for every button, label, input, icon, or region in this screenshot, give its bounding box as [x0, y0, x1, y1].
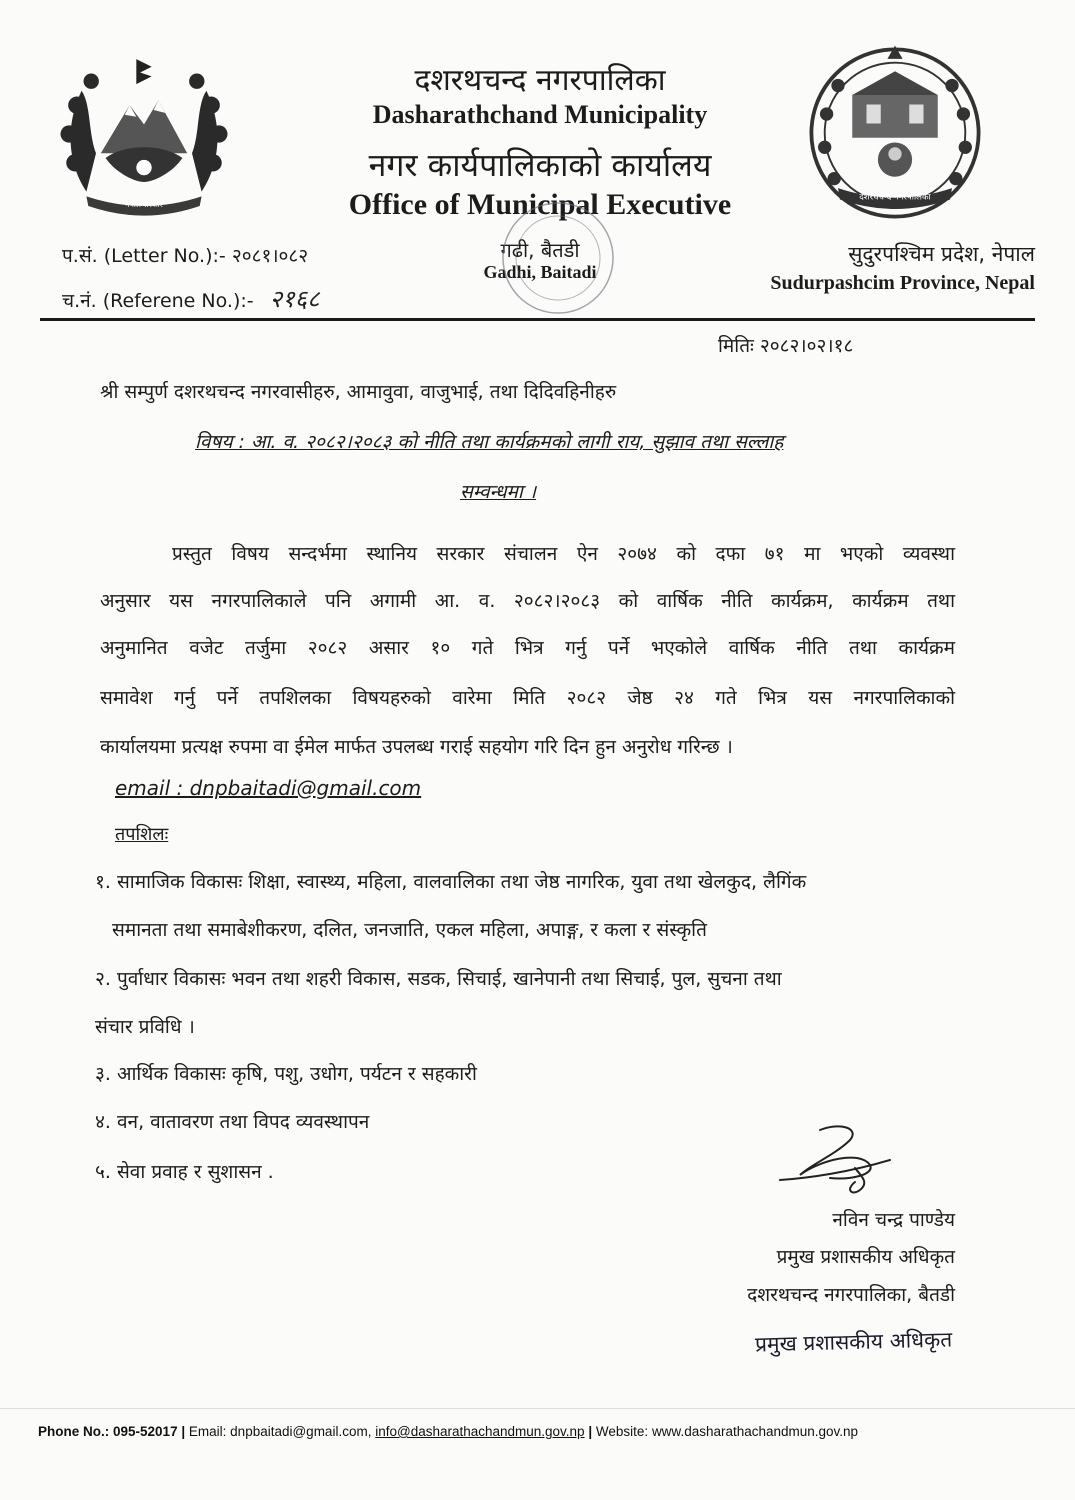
- office-name-english: Office of Municipal Executive: [348, 188, 732, 221]
- municipality-name-nepali: दशरथचन्द नगरपालिका: [414, 63, 666, 98]
- header-divider: [40, 318, 1035, 321]
- list-item-continuation: संचार प्रविधि ।: [95, 1016, 195, 1038]
- reference-number-value: २१६८: [269, 285, 320, 313]
- footer-website[interactable]: www.dasharathachandmun.gov.np: [651, 1424, 859, 1439]
- paragraph-line-5: कार्यालयमा प्रत्यक्ष रुपमा वा ईमेल मार्फत उपलब्ध गराई सहयोग गरि दिन हुन अनुरोध गरिन्छ ।: [100, 736, 733, 758]
- designation-stamp: प्रमुख प्रशासकीय अधिकृत: [754, 1327, 953, 1357]
- subject-line-2: सम्वन्धमा ।: [460, 481, 537, 503]
- footer-contact: [38, 1424, 858, 1439]
- province-english: Sudurpashcim Province, Nepal: [770, 272, 1035, 294]
- addressee: श्री सम्पुर्ण दशरथचन्द नगरवासीहरु, आमावुवा, वाजुभाई, तथा दिदिवहिनीहरु: [100, 381, 617, 403]
- letter-date: मितिः २०८२।०२।१८: [718, 335, 854, 357]
- footer-phone: 095-52017: [113, 1424, 178, 1439]
- nepal-government-emblem: [48, 38, 240, 230]
- list-item: ३. आर्थिक विकासः कृषि, पशु, उधोग, पर्यटन र सहकारी: [95, 1063, 477, 1085]
- paragraph-line-3: अनुमानित वजेट तर्जुमा २०८२ असार १० गते भित्र गर्नु पर्ने भएकोले वार्षिक नीति तथा कार्यक्रम: [100, 637, 955, 659]
- list-item: १. सामाजिक विकासः शिक्षा, स्वास्थ्य, महिला, वालवालिका तथा जेष्ठ नागरिक, युवा तथा खेलकुद, लैगिंक: [95, 871, 807, 893]
- paragraph-line-4: समावेश गर्नु पर्ने तपशिलका विषयहरुको वारेमा मिति २०८२ जेष्ठ २४ गते भित्र यस नगरपालिकाको: [100, 687, 955, 709]
- svg-text:नेपाल सरकार: नेपाल सरकार: [125, 199, 163, 209]
- paragraph-line-2: अनुसार यस नगरपालिकाले पनि अगामी आ. व. २०८२।२०८३ को वार्षिक नीति कार्यक्रम, कार्यक्रम तथा: [100, 590, 955, 612]
- footer-email-1[interactable]: dnpbaitadi@gmail.com,: [230, 1424, 372, 1439]
- signatory-title: प्रमुख प्रशासकीय अधिकृत: [776, 1246, 955, 1268]
- letter-number: [62, 242, 308, 268]
- place-english: Gadhi, Baitadi: [483, 262, 597, 282]
- list-item: २. पुर्वाधार विकासः भवन तथा शहरी विकास, सडक, सिचाई, खानेपानी तथा सिचाई, पुल, सुचना तथा: [95, 968, 782, 990]
- handwritten-signature: [760, 1120, 910, 1205]
- signatory-organization: दशरथचन्द नगरपालिका, बैतडी: [747, 1284, 955, 1306]
- letter-number-value: २०८१।०८२: [231, 245, 309, 267]
- footer-email-label: Email:: [188, 1424, 227, 1439]
- footer-separator: |: [588, 1424, 593, 1439]
- office-round-stamp: [488, 196, 628, 326]
- subject-line-1: विषय : आ. व. २०८२।२०८३ को नीति तथा कार्यक्रमको लागी राय, सुझाव तथा सल्लाह: [195, 431, 784, 453]
- province-nepali: सुदुरपश्चिम प्रदेश, नेपाल: [848, 242, 1035, 266]
- footer-phone-label: Phone No.:: [38, 1424, 110, 1439]
- paragraph-line-1: प्रस्तुत विषय सन्दर्भमा स्थानिय सरकार संचालन ऐन २०७४ को दफा ७१ मा भएको व्यवस्था: [172, 543, 955, 565]
- municipality-logo: [800, 38, 990, 228]
- list-item: ४. वन, वातावरण तथा विपद व्यवस्थापन: [95, 1111, 370, 1133]
- place-nepali: गढी, बैतडी: [500, 238, 580, 262]
- list-item: ५. सेवा प्रवाह र सुशासन .: [95, 1161, 274, 1183]
- contact-email-link[interactable]: email : dnpbaitadi@gmail.com: [115, 776, 422, 800]
- footer-separator: |: [181, 1424, 186, 1439]
- reference-number: [62, 282, 320, 315]
- details-heading: तपशिलः: [115, 824, 169, 845]
- municipality-name-english: Dasharathchand Municipality: [372, 100, 708, 129]
- footer-website-label: Website:: [595, 1424, 649, 1439]
- signatory-name: नविन चन्द्र पाण्डेय: [832, 1209, 955, 1231]
- letter-number-label: प.सं. (Letter No.):-: [62, 245, 226, 267]
- reference-number-label: च.नं. (Referene No.):-: [62, 290, 254, 312]
- svg-text:दशरथचन्द नगरपालिका: दशरथचन्द नगरपालिका: [859, 192, 931, 203]
- footer-email-2[interactable]: info@dasharathachandmun.gov.np: [375, 1424, 585, 1439]
- office-name-nepali: नगर कार्यपालिकाको कार्यालय: [368, 146, 712, 184]
- list-item-continuation: समानता तथा समाबेशीकरण, दलित, जनजाति, एकल महिला, अपाङ्ग, र कला र संस्कृति: [112, 919, 707, 941]
- footer-divider: [0, 1408, 1075, 1409]
